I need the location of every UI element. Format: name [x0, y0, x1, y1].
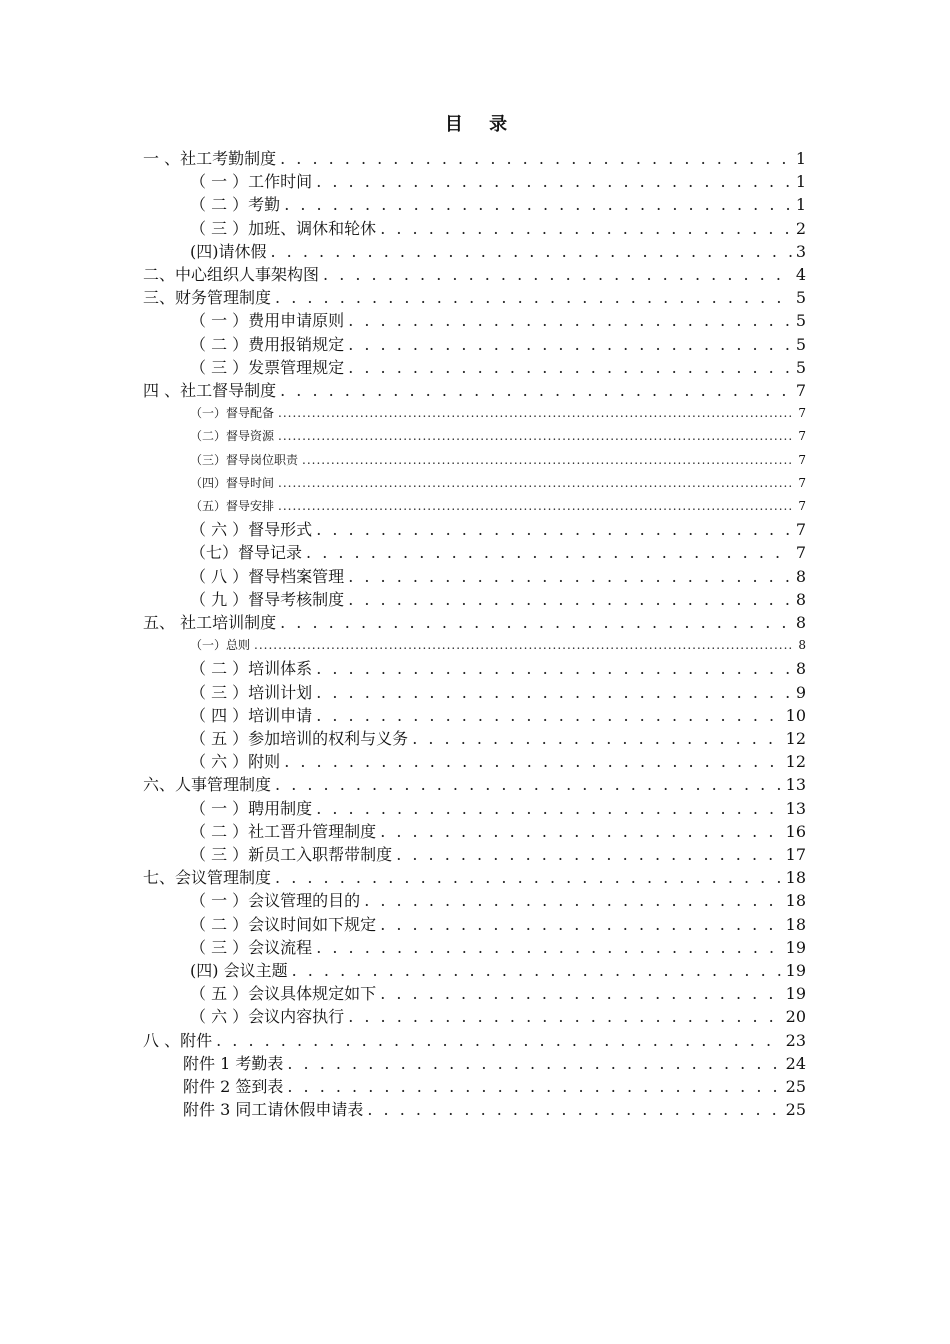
toc-entry-label: （ 八 ）督导档案管理 — [190, 566, 345, 586]
toc-entry-label: （ 一 ）工作时间 — [190, 172, 313, 192]
toc-entry-label: 附件 3 同工请休假申请表 — [183, 1100, 364, 1120]
toc-entry-label: （ 五 ）参加培训的权利与义务 — [190, 729, 409, 748]
toc-page-number: 18 — [785, 891, 806, 911]
toc-dot-leader — [278, 425, 794, 448]
toc-dot-leader — [367, 1098, 781, 1121]
toc-page-number: 17 — [785, 845, 806, 864]
toc-entry[interactable] — [190, 217, 806, 240]
toc-entry-label: （ 一 ）会议管理的目的 — [190, 891, 361, 911]
toc-page-number: 7 — [798, 452, 806, 467]
toc-dot-leader — [271, 240, 792, 263]
toc-dot-leader — [364, 889, 781, 912]
toc-entry[interactable] — [190, 681, 806, 704]
toc-entry[interactable] — [183, 1075, 806, 1098]
toc-title: 目 录 — [444, 114, 518, 135]
toc-dot-leader — [275, 773, 782, 796]
toc-page-number: 5 — [795, 288, 806, 308]
toc-page-number: 23 — [785, 1030, 806, 1050]
toc-entry-label: 六、人事管理制度 — [143, 775, 272, 795]
toc-dot-leader — [287, 1075, 781, 1098]
toc-page-number: 7 — [798, 406, 806, 421]
toc-dot-leader — [287, 1052, 781, 1075]
toc-page-number: 3 — [795, 241, 806, 261]
toc-entry[interactable] — [190, 565, 806, 588]
toc-entry[interactable] — [190, 820, 806, 843]
toc-entry[interactable] — [190, 936, 806, 959]
toc-entry-label: （ 三 ）会议流程 — [190, 937, 313, 957]
toc-page-number: 8 — [795, 589, 806, 609]
toc-entry-label: （ 五 ）会议具体规定如下 — [190, 984, 377, 1004]
toc-dot-leader — [348, 1005, 781, 1028]
toc-entry-label: （ 二 ）会议时间如下规定 — [190, 914, 377, 934]
toc-page-number: 13 — [785, 775, 806, 795]
toc-entry[interactable] — [190, 449, 806, 472]
toc-entry-label: 五、 社工培训制度 — [143, 613, 277, 632]
toc-entry[interactable] — [143, 286, 806, 309]
toc-page-number: 7 — [795, 520, 806, 540]
toc-entry[interactable] — [190, 843, 806, 866]
toc-page-number: 10 — [785, 705, 806, 725]
toc-dot-leader — [302, 449, 794, 472]
toc-page-number: 7 — [798, 429, 806, 444]
toc-entry-label: （ 二 ）费用报销规定 — [190, 334, 345, 354]
toc-page-number: 19 — [785, 984, 806, 1004]
toc-entry-label: （四）督导时间 — [190, 475, 275, 490]
toc-dot-leader — [348, 588, 792, 611]
toc-page-number: 9 — [795, 682, 806, 702]
toc-entry[interactable] — [190, 982, 806, 1005]
toc-dot-leader — [396, 843, 781, 866]
toc-entry[interactable] — [190, 750, 806, 773]
toc-entry-label: 四 、社工督导制度 — [143, 381, 277, 400]
toc-entry[interactable] — [190, 356, 806, 379]
toc-entry-label: （ 四 ）培训申请 — [190, 705, 313, 725]
toc-entry-label: （ 六 ）会议内容执行 — [190, 1007, 345, 1027]
toc-entry[interactable] — [190, 657, 806, 680]
toc-entry-label: 附件 1 考勤表 — [183, 1053, 284, 1073]
toc-entry-label: （ 六 ）督导形式 — [190, 520, 313, 540]
toc-entry[interactable] — [183, 1098, 806, 1121]
toc-page-number: 1 — [795, 195, 806, 215]
toc-dot-leader — [280, 611, 792, 634]
toc-dot-leader — [278, 402, 794, 425]
toc-dot-leader — [316, 797, 781, 820]
toc-page-number: 8 — [795, 566, 806, 586]
toc-dot-leader — [280, 147, 792, 170]
toc-dot-leader — [316, 936, 781, 959]
toc-entry-label: （一）总则 — [190, 638, 251, 653]
toc-entry[interactable] — [190, 333, 806, 356]
toc-entry[interactable] — [190, 240, 806, 263]
toc-dot-leader — [316, 657, 792, 680]
toc-entry[interactable] — [143, 1029, 806, 1052]
toc-entry[interactable] — [190, 797, 806, 820]
toc-page-number: 18 — [785, 914, 806, 934]
toc-entry-label: 二、中心组织人事架构图 — [143, 265, 320, 284]
toc-entry-label: （ 三 ）新员工入职帮带制度 — [190, 845, 393, 864]
toc-page-number: 20 — [785, 1007, 806, 1027]
toc-dot-leader — [275, 866, 782, 889]
toc-entry-label: （ 二 ）考勤 — [190, 195, 281, 215]
toc-page-number: 16 — [785, 821, 806, 841]
toc-dot-leader — [216, 1029, 782, 1052]
toc-entry[interactable] — [190, 959, 806, 982]
toc-dot-leader — [348, 309, 792, 332]
toc-dot-leader — [380, 982, 781, 1005]
toc-entry[interactable] — [190, 193, 806, 216]
toc-dot-leader — [380, 820, 781, 843]
toc-entry[interactable] — [143, 611, 806, 634]
toc-entry[interactable] — [143, 147, 806, 170]
toc-entry[interactable] — [190, 704, 806, 727]
toc-entry[interactable] — [190, 170, 806, 193]
toc-entry-label: (四) 会议主题 — [190, 961, 288, 980]
toc-dot-leader — [323, 263, 792, 286]
toc-page-number: 13 — [785, 798, 806, 818]
toc-page-number: 19 — [785, 937, 806, 957]
toc-dot-leader — [275, 286, 792, 309]
toc-page-number: 1 — [795, 149, 806, 168]
toc-entry-label: (四)请休假 — [190, 241, 267, 261]
toc-entry-label: （ 三 ）发票管理规定 — [190, 357, 345, 377]
toc-dot-leader — [316, 518, 792, 541]
toc-entry-label: （ 一 ）聘用制度 — [190, 798, 313, 818]
toc-entry-label: （ 二 ）社工晋升管理制度 — [190, 821, 377, 841]
toc-entry-label: （一）督导配备 — [190, 406, 275, 421]
toc-entry-label: （ 三 ）培训计划 — [190, 682, 313, 702]
toc-page-number: 2 — [795, 218, 806, 238]
toc-entry[interactable] — [190, 727, 806, 750]
toc-dot-leader — [380, 913, 781, 936]
toc-dot-leader — [348, 565, 792, 588]
toc-page-number: 25 — [785, 1100, 806, 1120]
toc-dot-leader — [280, 379, 792, 402]
toc-entry-label: （ 九 ）督导考核制度 — [190, 589, 345, 609]
toc-page-number: 12 — [785, 752, 806, 772]
toc-entry-label: 七、会议管理制度 — [143, 868, 272, 888]
toc-entry[interactable] — [190, 588, 806, 611]
toc-dot-leader — [412, 727, 781, 750]
toc-page-number: 1 — [795, 172, 806, 192]
toc-dot-leader — [380, 217, 792, 240]
toc-dot-leader — [316, 704, 781, 727]
toc-page-number: 25 — [785, 1077, 806, 1096]
toc-entry[interactable] — [190, 634, 806, 657]
toc-dot-leader — [254, 634, 794, 657]
toc-dot-leader — [348, 333, 792, 356]
toc-dot-leader — [292, 959, 782, 982]
toc-page-number: 7 — [795, 543, 806, 563]
toc-entry[interactable] — [190, 472, 806, 495]
toc-entry-label: （ 二 ）培训体系 — [190, 659, 313, 679]
toc-entry[interactable] — [190, 425, 806, 448]
toc-page-number: 12 — [785, 729, 806, 748]
toc-entry[interactable] — [190, 309, 806, 332]
toc-entry-label: 八 、附件 — [143, 1030, 213, 1050]
toc-dot-leader — [284, 193, 792, 216]
toc-entry[interactable] — [190, 1005, 806, 1028]
toc-entry[interactable] — [190, 518, 806, 541]
toc-entry-label: （七）督导记录 — [190, 543, 303, 563]
toc-entry[interactable] — [190, 495, 806, 518]
toc-page-number: 18 — [785, 868, 806, 888]
toc-entry-label: （ 一 ）费用申请原则 — [190, 311, 345, 331]
toc-page-number: 5 — [795, 357, 806, 377]
toc-dot-leader — [306, 541, 792, 564]
toc-page-number: 8 — [795, 613, 806, 632]
toc-dot-leader — [278, 472, 794, 495]
toc-entry-label: 三、财务管理制度 — [143, 288, 272, 308]
toc-page-number: 7 — [795, 381, 806, 400]
toc-entry-label: 一 、社工考勤制度 — [143, 149, 277, 168]
toc-page-number: 4 — [795, 265, 806, 284]
toc-entry[interactable] — [143, 379, 806, 402]
toc-entry[interactable] — [190, 541, 806, 564]
toc-dot-leader — [316, 681, 792, 704]
toc-dot-leader — [284, 750, 781, 773]
toc-page-number: 5 — [795, 311, 806, 331]
toc-page-number: 24 — [785, 1053, 806, 1073]
toc-page-number: 7 — [798, 475, 806, 490]
toc-dot-leader — [316, 170, 792, 193]
toc-dot-leader — [278, 495, 794, 518]
toc-entry[interactable] — [143, 773, 806, 796]
toc-entry[interactable] — [143, 866, 806, 889]
toc-entry-label: （ 六 ）附则 — [190, 752, 281, 772]
toc-page-number: 7 — [798, 499, 806, 513]
toc-page-number: 5 — [795, 334, 806, 354]
toc-entry[interactable] — [143, 263, 806, 286]
toc-entry[interactable] — [190, 889, 806, 912]
toc-entry-label: （五）督导安排 — [190, 499, 275, 513]
toc-entry[interactable] — [183, 1052, 806, 1075]
toc-page-number: 19 — [785, 961, 806, 980]
toc-entry[interactable] — [190, 913, 806, 936]
toc-entry-label: （二）督导资源 — [190, 429, 275, 444]
toc-page-number: 8 — [795, 659, 806, 679]
toc-entry-label: 附件 2 签到表 — [183, 1077, 284, 1096]
toc-entry-label: （ 三 ）加班、调休和轮休 — [190, 218, 377, 238]
toc-entry-label: （三）督导岗位职责 — [190, 452, 299, 467]
toc-dot-leader — [348, 356, 792, 379]
toc-entry[interactable] — [190, 402, 806, 425]
toc-page-number: 8 — [798, 638, 806, 653]
